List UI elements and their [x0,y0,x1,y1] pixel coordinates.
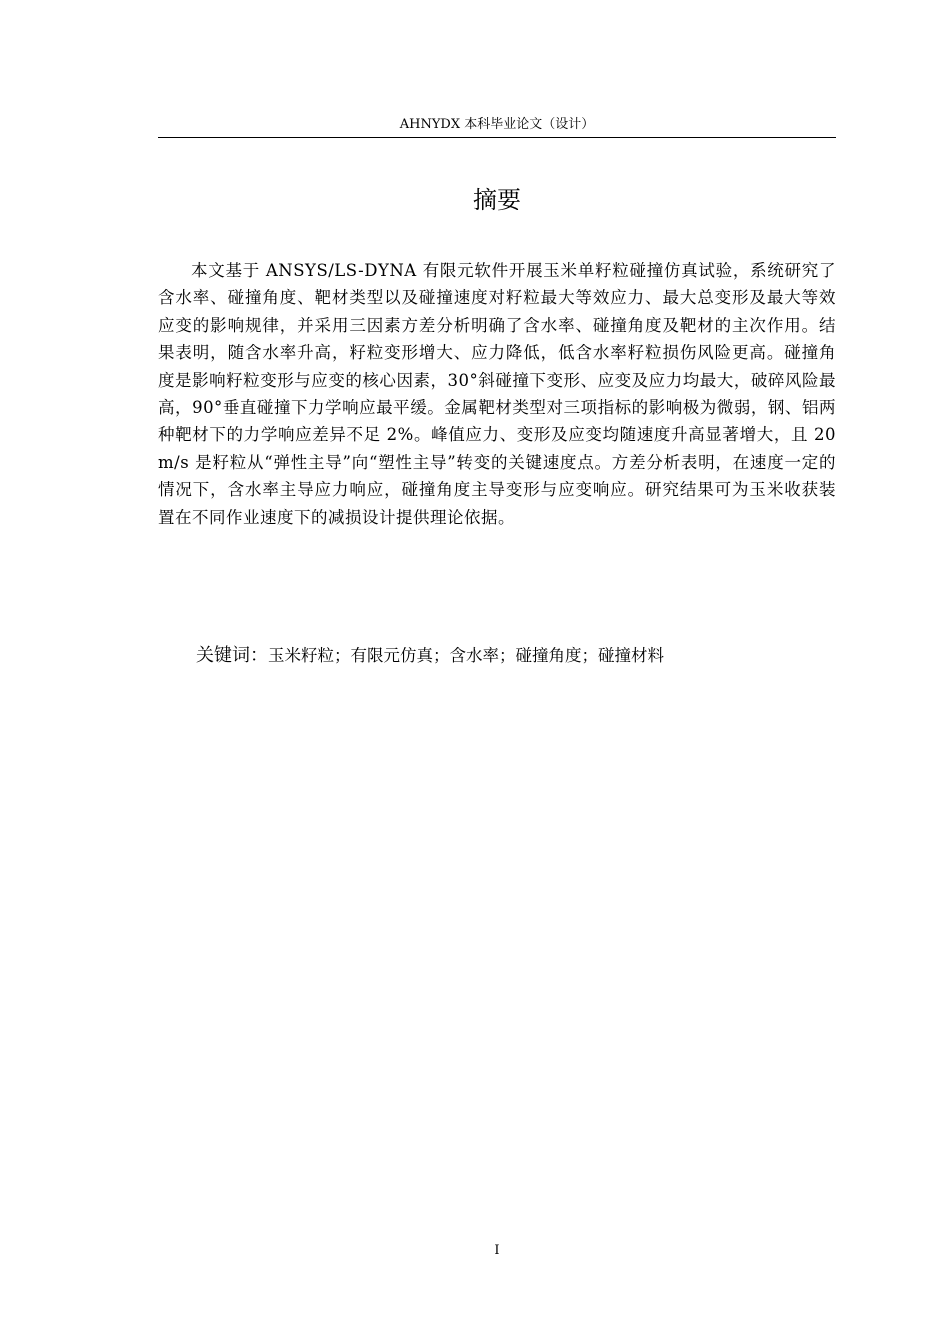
keywords-value: 玉米籽粒；有限元仿真；含水率；碰撞角度；碰撞材料 [268,646,664,665]
page-number: I [494,1243,500,1258]
keywords-line [196,642,836,669]
page-title: 摘要 [473,186,521,214]
abstract-body: 本文基于 ANSYS/LS-DYNA 有限元软件开展玉米单籽粒碰撞仿真试验，系统研究了含水率、碰撞角度、靶材类型以及碰撞速度对籽粒最大等效应力、最大总变形及最大等效应变的影响规律，并采用三因素方差分析明确了含水率、碰撞角度及靶材的主次作用。结果表明，随含水率升高，籽粒变形增大、应力降低，低含水率籽粒损伤风险更高。碰撞角度是影响籽粒变形与应变的核心因素，30°斜碰撞下变形、应变及应力均最大，破碎风险最高，90°垂直碰撞下力学响应最平缓。金属靶材类型对三项指标的影响极为微弱，钢、铝两种靶材下的力学响应差异不足 2%。峰值应力、变形及应变均随速度升高显著增大，且 20 m/s 是籽粒从“弹性主导”向“塑性主导”转变的关键速度点。方差分析表明，在速度一定的情况下，含水率主导应力响应，碰撞角度主导变形与应变响应。研究结果可为玉米收获装置在不同作业速度下的减损设计提供理论依据。 [158,261,836,527]
running-header: AHNYDX 本科毕业论文（设计） [399,117,595,132]
header-divider [158,137,836,138]
keywords-label: 关键词： [196,645,268,666]
